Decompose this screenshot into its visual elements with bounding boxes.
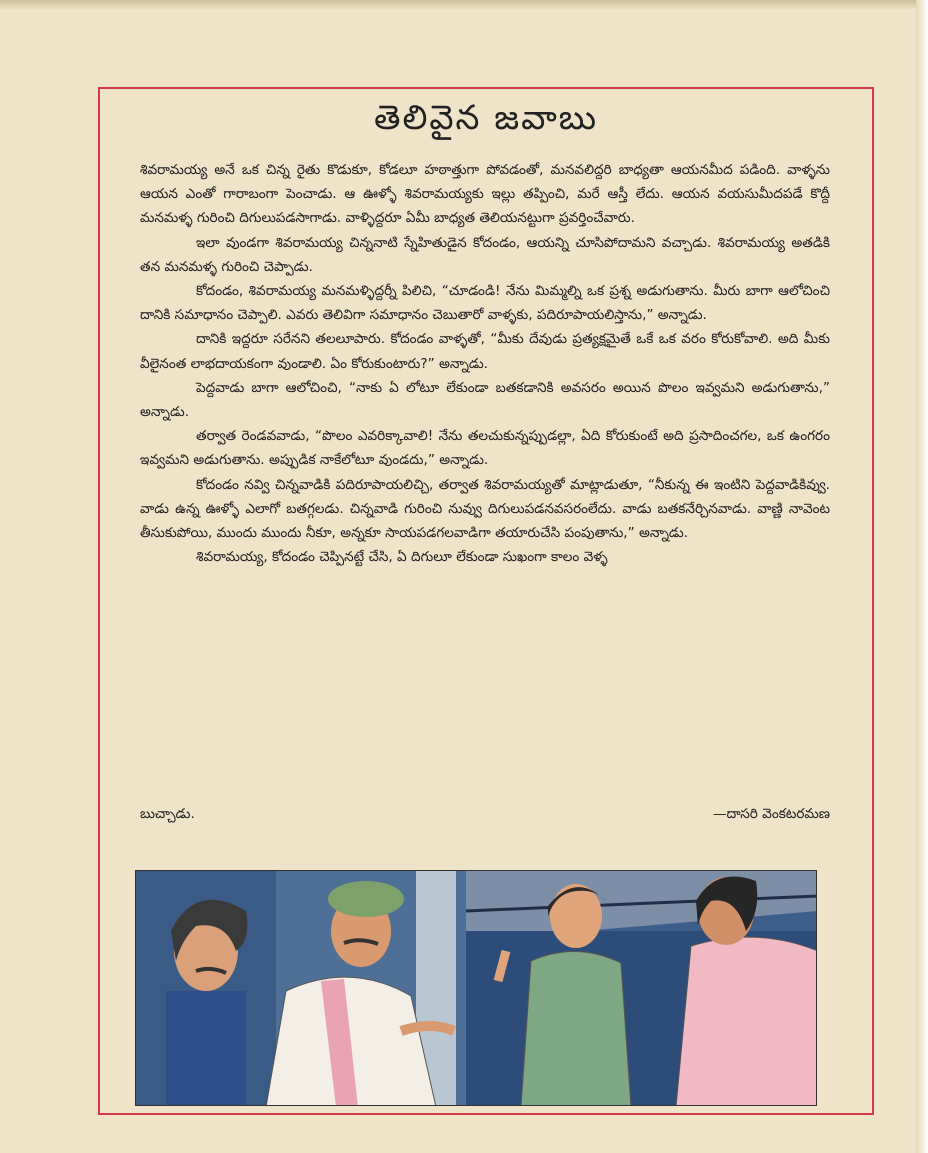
story-paragraph-6: తర్వాత రెండవవాడు, “పొలం ఎవరిక్కావాలి! నేను తలచుకున్నప్పుడల్లా, ఏది కోరుకుంటే అది ప్రసాదించగల, ఒక ఉంగరం ఇవ్వమని అడుగుతాను. అప్పుడిక నాకేలోటూ వుండదు,” అన్నాడు. [140, 428, 830, 469]
illustration-drawing [136, 871, 817, 1106]
story-paragraph-1: శివరామయ్య అనే ఒక చిన్న రైతు కొడుకూ, కోడలూ హఠాత్తుగా పోవడంతో, మనవలిద్దరి బాధ్యతా ఆయనమీద పడింది. వాళ్ళను ఆయన ఎంతో గారాబంగా పెంచాడు. ఆ ఊళ్ళో శివరామయ్యకు ఇల్లు తప్పించి, మరే ఆస్తీ లేదు. ఆయన వయసుమీదపడే కొద్దీ మనమళ్ళ గురించి దిగులుపడసాగాడు. వాళ్ళిద్దరూ ఏమీ బాధ్యత తెలియనట్టుగా ప్రవర్తించేవారు. [140, 162, 830, 227]
old-man-figure [166, 900, 247, 1106]
story-paragraph-8: శివరామయ్య, కోదండం చెప్పినట్టే చేసి, ఏ దిగులూ లేకుండా సుఖంగా కాలం వెళ్ళ [196, 549, 608, 566]
author-credit: —దాసరి వెంకటరమణ [712, 806, 830, 822]
story-closing-line [140, 806, 830, 830]
page-top-edge [0, 0, 928, 10]
story-paragraph-4: దానికి ఇద్దరూ సరేనని తలలూపారు. కోదండం వాళ్ళతో, “మీకు దేవుడు ప్రత్యక్షమైతే ఒకే ఒక వరం కోరుకోవాలి. అది మీకు వీలైనంత లాభదాయకంగా వుండాలి. ఏం కోరుకుంటారు?” అన్నాడు. [140, 331, 830, 372]
story-title: తెలివైన జవాబు [374, 98, 598, 138]
story-paragraph-7: కోదండం నవ్వి చిన్నవాడికి పదిరూపాయలిచ్చి, తర్వాత శివరామయ్యతో మాట్లాడుతూ, “నీకున్న ఈ ఇంటిని పెద్దవాడికివ్వు. వాడు ఉన్న ఊళ్ళో ఎలాగో బతగ్గలడు. చిన్నవాడి గురించి నువ్వు దిగులుపడనవసరంలేదు. వాడు బతకనేర్చినవాడు. వాణ్ణి నావెంట తీసుకుపోయి, ముందు ముందు నీకూ, అన్నకూ సాయపడగలవాడిగా తయారుచేసి పంపుతాను,” అన్నాడు. [140, 476, 830, 542]
story-paragraph-5: పెద్దవాడు బాగా ఆలోచించి, “నాకు ఏ లోటూ లేకుండా బతకడానికి అవసరం అయిన పొలం ఇవ్వమని అడుగుతాను,” అన్నాడు. [140, 379, 830, 421]
story-body [140, 158, 830, 569]
closing-word: బుచ్చాడు. [140, 806, 195, 822]
story-illustration [135, 870, 817, 1106]
story-paragraph-2: ఇలా వుండగా శివరామయ్య చిన్ననాటి స్నేహితుడైన కోదండం, ఆయన్ని చూసిపోదామని వచ్చాడు. శివరామయ్య అతడికి తన మనమళ్ళ గురించి చెప్పాడు. [140, 234, 830, 275]
story-paragraph-3: కోదండం, శివరామయ్య మనమళ్ళిద్దర్నీ పిలిచి, “చూడండి! నేను మిమ్మల్ని ఒక ప్రశ్న అడుగుతాను. మీరు బాగా ఆలోచించి దానికి సమాధానం చెప్పాలి. ఎవరు తెలివిగా సమాధానం చెబుతారో వాళ్ళకు, పదిరూపాయలిస్తాను,” అన్నాడు. [140, 283, 830, 324]
page-right-edge [916, 0, 928, 1153]
